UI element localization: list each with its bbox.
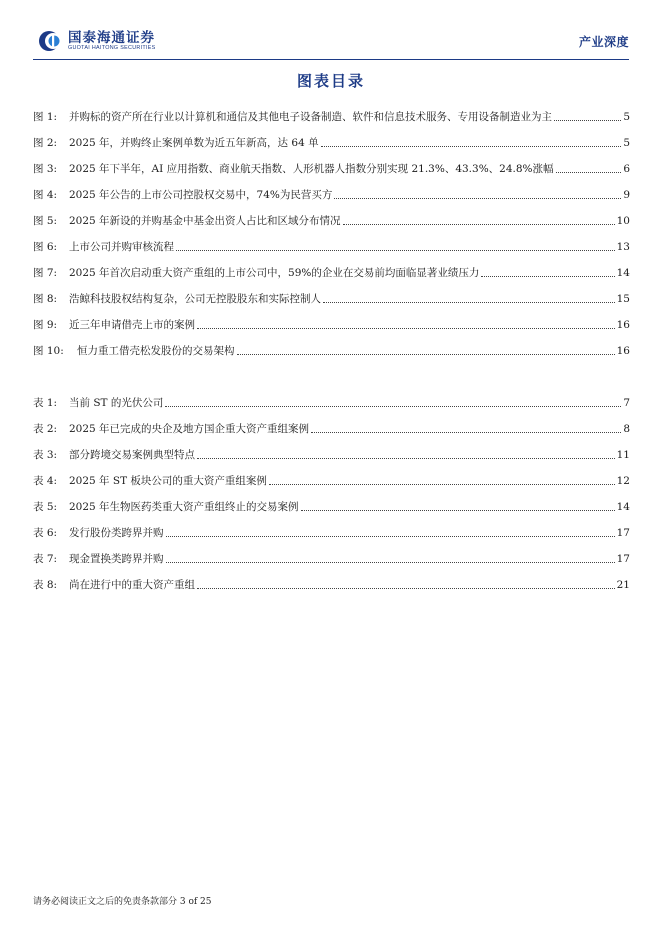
leader-dots <box>166 562 615 563</box>
entry-page: 5 <box>623 111 630 123</box>
toc-entry-figure-4[interactable] <box>33 186 630 202</box>
leader-dots <box>165 406 621 407</box>
entry-title: 现金置换类跨界并购 <box>69 553 164 565</box>
leader-dots <box>301 510 615 511</box>
leader-dots <box>197 458 615 459</box>
entry-title: 2025 年首次启动重大资产重组的上市公司中，59%的企业在交易前均面临显著业绩压力 <box>69 267 480 279</box>
entry-number: 图 6: <box>33 241 58 253</box>
entry-number: 图 3: <box>33 163 58 175</box>
entry-page: 14 <box>616 267 630 279</box>
entry-number: 表 7: <box>33 553 58 565</box>
entry-number: 图 2: <box>33 137 58 149</box>
entry-page: 16 <box>616 319 630 331</box>
toc-entry-figure-2[interactable] <box>33 134 630 150</box>
entry-number: 表 3: <box>33 449 58 461</box>
entry-title: 2025 年已完成的央企及地方国企重大资产重组案例 <box>69 423 310 435</box>
toc-entry-table-2[interactable] <box>33 420 630 436</box>
entry-number: 图 4: <box>33 189 58 201</box>
entry-page: 17 <box>616 527 630 539</box>
entry-page: 12 <box>616 475 630 487</box>
company-logo <box>38 30 156 52</box>
leader-dots <box>166 536 615 537</box>
leader-dots <box>237 354 615 355</box>
leader-dots <box>323 302 615 303</box>
leader-dots <box>556 172 622 173</box>
toc-entry-figure-9[interactable] <box>33 316 630 332</box>
entry-page: 16 <box>616 345 630 357</box>
entry-number: 图 8: <box>33 293 58 305</box>
toc-entry-table-5[interactable] <box>33 498 630 514</box>
leader-dots <box>197 328 615 329</box>
entry-page: 17 <box>616 553 630 565</box>
leader-dots <box>197 588 615 589</box>
logo-emblem-icon <box>38 30 64 52</box>
entry-title: 当前 ST 的光伏公司 <box>69 397 164 409</box>
entry-page: 6 <box>623 163 630 175</box>
entry-title: 2025 年 ST 板块公司的重大资产重组案例 <box>69 475 267 487</box>
toc-entry-figure-8[interactable] <box>33 290 630 306</box>
entry-number: 表 5: <box>33 501 58 513</box>
toc-entry-figure-6[interactable] <box>33 238 630 254</box>
entry-page: 15 <box>616 293 630 305</box>
toc-entry-figure-5[interactable] <box>33 212 630 228</box>
leader-dots <box>334 198 621 199</box>
entry-page: 5 <box>623 137 630 149</box>
entry-title: 恒力重工借壳松发股份的交易架构 <box>77 345 235 357</box>
entry-title: 上市公司并购审核流程 <box>69 241 174 253</box>
entry-number: 表 6: <box>33 527 58 539</box>
entry-page: 14 <box>616 501 630 513</box>
leader-dots <box>321 146 622 147</box>
header-divider <box>33 59 629 60</box>
entry-title: 2025 年公告的上市公司控股权交易中，74%为民营买方 <box>69 189 333 201</box>
entry-number: 表 8: <box>33 579 58 591</box>
leader-dots <box>269 484 615 485</box>
toc-entry-table-1[interactable] <box>33 394 630 410</box>
entry-number: 图 10: <box>33 345 64 357</box>
entry-page: 9 <box>623 189 630 201</box>
toc-entry-figure-3[interactable] <box>33 160 630 176</box>
leader-dots <box>176 250 615 251</box>
logo-chinese-name: 国泰海通证券 <box>68 29 155 46</box>
toc-entry-figure-1[interactable] <box>33 108 630 124</box>
entry-title: 2025 年下半年，AI 应用指数、商业航天指数、人形机器人指数分别实现 21.3%、43.3%、24.8%涨幅 <box>69 163 554 175</box>
leader-dots <box>343 224 615 225</box>
toc-entry-figure-10[interactable] <box>33 342 630 358</box>
entry-title: 2025 年生物医药类重大资产重组终止的交易案例 <box>69 501 299 513</box>
entry-number: 表 1: <box>33 397 58 409</box>
entry-number: 图 1: <box>33 111 58 123</box>
toc-entry-table-8[interactable] <box>33 576 630 592</box>
page-footer-disclaimer: 请务必阅读正文之后的免责条款部分 3 of 25 <box>33 897 212 907</box>
leader-dots <box>311 432 621 433</box>
entry-page: 10 <box>616 215 630 227</box>
entry-page: 21 <box>616 579 630 591</box>
toc-entry-figure-7[interactable] <box>33 264 630 280</box>
leader-dots <box>554 120 621 121</box>
entry-title: 2025 年，并购终止案例单数为近五年新高，达 64 单 <box>69 137 319 149</box>
entry-page: 11 <box>616 449 630 461</box>
entry-number: 图 7: <box>33 267 58 279</box>
entry-number: 表 4: <box>33 475 58 487</box>
entry-number: 表 2: <box>33 423 58 435</box>
entry-title: 发行股份类跨界并购 <box>69 527 164 539</box>
report-category-tag: 产业深度 <box>578 35 629 49</box>
entry-number: 图 5: <box>33 215 58 227</box>
page-header <box>0 0 662 62</box>
entry-title: 近三年申请借壳上市的案例 <box>69 319 195 331</box>
logo-english-name: GUOTAI HAITONG SECURITIES <box>68 44 156 51</box>
entry-page: 13 <box>616 241 630 253</box>
toc-entry-table-6[interactable] <box>33 524 630 540</box>
toc-title: 图表目录 <box>296 72 365 90</box>
entry-title: 部分跨境交易案例典型特点 <box>69 449 195 461</box>
toc-entry-table-4[interactable] <box>33 472 630 488</box>
entry-title: 浩鲸科技股权结构复杂，公司无控股股东和实际控制人 <box>69 293 321 305</box>
entry-number: 图 9: <box>33 319 58 331</box>
entry-page: 8 <box>623 423 630 435</box>
entry-page: 7 <box>623 397 630 409</box>
leader-dots <box>481 276 614 277</box>
toc-entry-table-7[interactable] <box>33 550 630 566</box>
entry-title: 2025 年新设的并购基金中基金出资人占比和区域分布情况 <box>69 215 341 227</box>
entry-title: 并购标的资产所在行业以计算机和通信及其他电子设备制造、软件和信息技术服务、专用设备制造业为主 <box>69 111 552 123</box>
toc-entry-table-3[interactable] <box>33 446 630 462</box>
entry-title: 尚在进行中的重大资产重组 <box>69 579 195 591</box>
